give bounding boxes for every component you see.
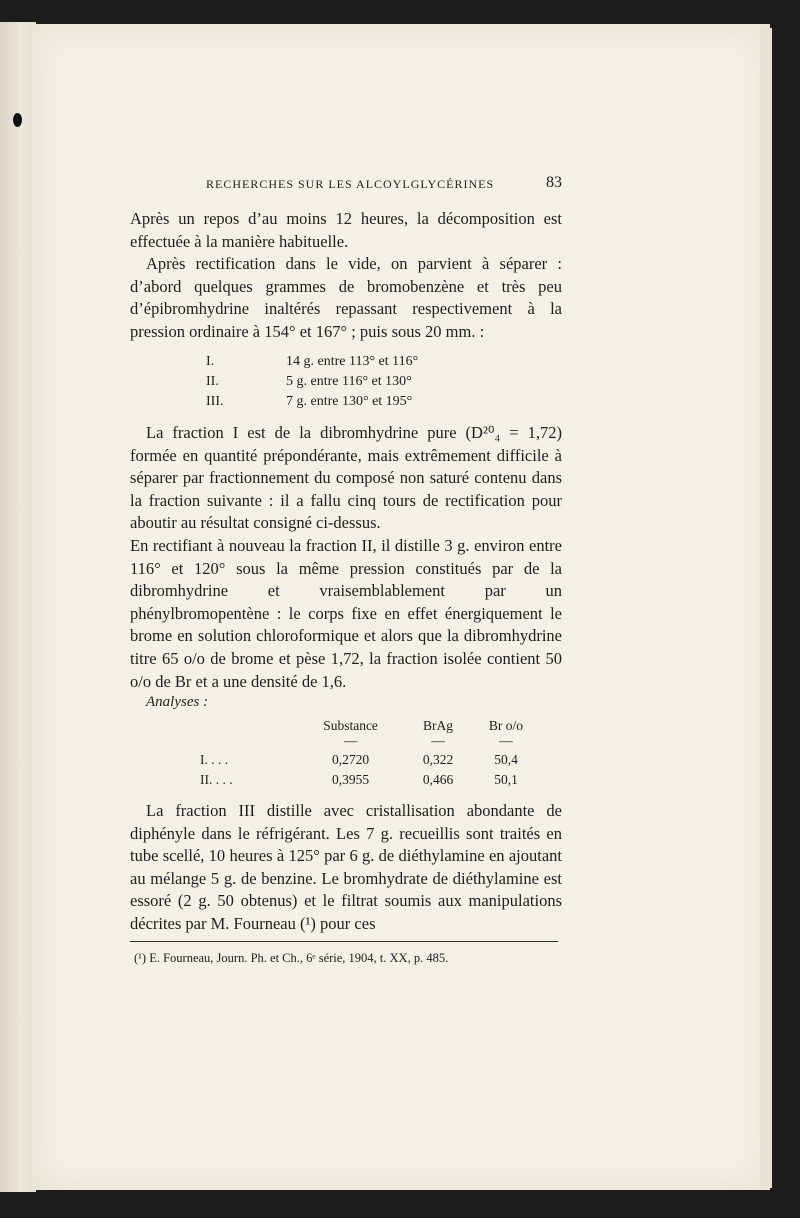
fraction-value: 7 g. entre 130° et 195° bbox=[286, 394, 413, 409]
paragraph-text: En rectifiant à nouveau la fraction II, il distille 3 g. environ entre 116° et 120° sous la même pression constitués par de la dibromhydrine et vraisemblablement par un phénylbromopentène : le corps fixe en effet énergiquement le brome en solution chloroformique et alors que la dibromhydrine titre 65 o/o de brome et pèse 1,72, la fraction isolée contient 50 o/o de Br et a une densité de 1,6. bbox=[130, 535, 562, 691]
table-cell: 0,3955 bbox=[332, 772, 370, 787]
table-dash-row bbox=[200, 733, 540, 750]
paragraph-text: La fraction III distille avec cristallisation abondante de diphényle dans le réfrigérant. Les 7 g. recueillis sont traités en tube scellé, 10 heures à 125° par 6 g. de diéthylamine en ajoutant au mélange 5 g. de benzine. Le bromhydrate de diéthylamine est essoré (2 g. 50 obtenus) et le filtrat soumis aux manipulations décrites par M. Fourneau (¹) pour ces bbox=[130, 801, 562, 933]
table-header bbox=[200, 716, 540, 736]
fraction-number: I. bbox=[206, 354, 215, 369]
paragraph-2 bbox=[130, 253, 562, 343]
right-page-edge bbox=[760, 28, 772, 1188]
footnote-rule bbox=[130, 941, 558, 942]
table-cell: 0,466 bbox=[422, 772, 454, 787]
binding-hole bbox=[13, 113, 22, 127]
row-label: I. . . . bbox=[200, 752, 229, 767]
table-row bbox=[200, 750, 540, 770]
table-cell: 0,2720 bbox=[332, 752, 370, 767]
row-label: II. . . . bbox=[200, 772, 233, 787]
paragraph-text: Après rectification dans le vide, on parvient à séparer : d’abord quelques grammes de bromobenzène et très peu d’épibromhydrine inaltérés repassant respectivement à la pression ordinaire à 154° et 167° ; puis sous 20 mm. : bbox=[130, 254, 562, 341]
footnote: (¹) E. Fourneau, Journ. Ph. et Ch., 6ᵉ série, 1904, t. XX, p. 485. bbox=[134, 951, 449, 965]
page-number: 83 bbox=[546, 174, 562, 191]
table-row bbox=[200, 770, 540, 790]
fraction-number: III. bbox=[206, 394, 224, 409]
column-header: Substance bbox=[323, 718, 378, 733]
table-cell: 50,1 bbox=[494, 772, 518, 787]
column-header: BrAg bbox=[423, 718, 453, 733]
running-title: RECHERCHES SUR LES ALCOYLGLYCÉRINES bbox=[206, 177, 495, 191]
list-item bbox=[200, 372, 500, 392]
left-page-edge bbox=[0, 22, 36, 1192]
list-item bbox=[200, 392, 500, 412]
paragraph-1 bbox=[130, 208, 562, 253]
table-cell: 50,4 bbox=[494, 752, 518, 767]
fractions-list bbox=[200, 352, 500, 412]
dash: — bbox=[343, 733, 358, 748]
analyses-label: Analyses : bbox=[146, 694, 209, 710]
fraction-number: II. bbox=[206, 374, 219, 389]
analyses-table bbox=[200, 716, 540, 790]
paragraph-text: La fraction I est de la dibromhydrine pure (D²⁰₄ = 1,72) formée en quantité prépondérante, mais extrêmement difficile à séparer par fractionnement du composé non saturé contenu dans la fraction suivante : il a fallu cinq tours de rectification pour aboutir au résultat consigné ci-dessus. bbox=[130, 423, 562, 533]
column-header: Br o/o bbox=[488, 718, 524, 733]
dash: — bbox=[499, 733, 513, 748]
paragraph-4 bbox=[130, 800, 562, 936]
paragraph-text: Après un repos d’au moins 12 heures, la décomposition est effectuée à la manière habituelle. bbox=[130, 209, 562, 251]
dash: — bbox=[431, 733, 445, 748]
fraction-value: 5 g. entre 116° et 130° bbox=[286, 374, 412, 389]
fraction-value: 14 g. entre 113° et 116° bbox=[286, 354, 419, 369]
paragraph-3 bbox=[130, 422, 562, 693]
list-item bbox=[200, 352, 500, 372]
table-cell: 0,322 bbox=[422, 752, 454, 767]
